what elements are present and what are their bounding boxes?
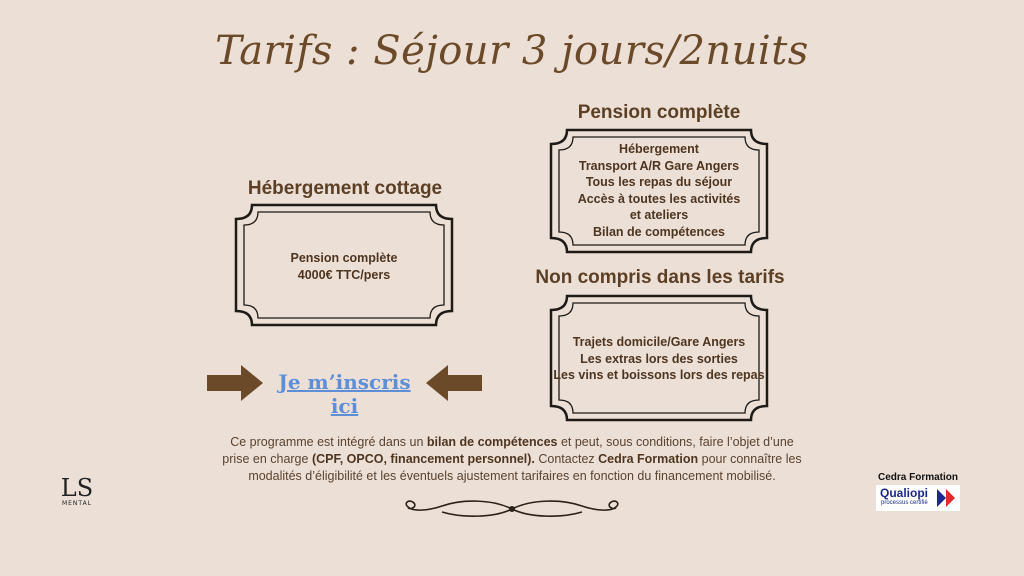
qualiopi-logo	[876, 485, 960, 511]
cottage-line: Pension complète	[290, 251, 398, 265]
cottage-details	[244, 250, 444, 283]
pension-details	[559, 141, 759, 240]
description-text: Contactez	[534, 452, 599, 466]
logo-subtitle: MENTAL	[61, 500, 93, 507]
description-emphasis: Cedra Formation	[598, 452, 699, 466]
description-text: Ce programme est intégré dans un	[230, 435, 427, 449]
flourish-divider-icon	[402, 494, 622, 524]
signup-link[interactable]: Je m’inscris ici	[278, 370, 411, 418]
description-emphasis: (CPF, OPCO, financement personnel).	[311, 452, 535, 466]
cottage-line: 4000€ TTC/pers	[297, 267, 391, 282]
pension-line: Bilan de compétences	[593, 224, 725, 239]
arrow-left-icon	[426, 365, 482, 401]
pension-line: et ateliers	[629, 208, 689, 222]
qualiopi-arrows-icon	[937, 489, 957, 507]
pension-heading: Pension complète	[577, 102, 741, 123]
excluded-details	[546, 334, 772, 384]
excluded-heading: Non compris dans les tarifs	[535, 267, 785, 288]
pension-line: Tous les repas du séjour	[585, 175, 733, 189]
program-description	[215, 434, 809, 485]
excluded-line: Les extras lors des sorties	[580, 351, 738, 366]
cedra-name: Cedra Formation	[877, 472, 958, 483]
description-text: et peut, sous conditions, faire l’objet d’une prise en charge	[222, 435, 794, 466]
description-text: pour connaître les modalités d’éligibilité et les éventuels ajustement tarifaires en fonction du financement mobilisé.	[248, 452, 802, 483]
excluded-line: Les vins et boissons lors des repas	[553, 368, 765, 382]
pension-line: Hébergement	[619, 142, 699, 156]
arrow-right-icon	[207, 365, 263, 401]
cottage-heading: Hébergement cottage	[247, 178, 443, 199]
pension-line: Accès à toutes les activités	[577, 191, 741, 206]
logo-mark: LS	[60, 474, 94, 502]
page-title: Tarifs : Séjour 3 jours/2nuits	[215, 28, 809, 74]
qualiopi-name: Qualiopi	[880, 486, 928, 500]
pension-line: Transport A/R Gare Angers	[578, 158, 740, 173]
ls-mental-logo	[60, 476, 94, 507]
qualiopi-subtitle: processus certifié	[881, 500, 928, 506]
excluded-line: Trajets domicile/Gare Angers	[572, 335, 746, 349]
cedra-badge	[872, 472, 964, 511]
description-emphasis: bilan de compétences	[426, 435, 558, 449]
